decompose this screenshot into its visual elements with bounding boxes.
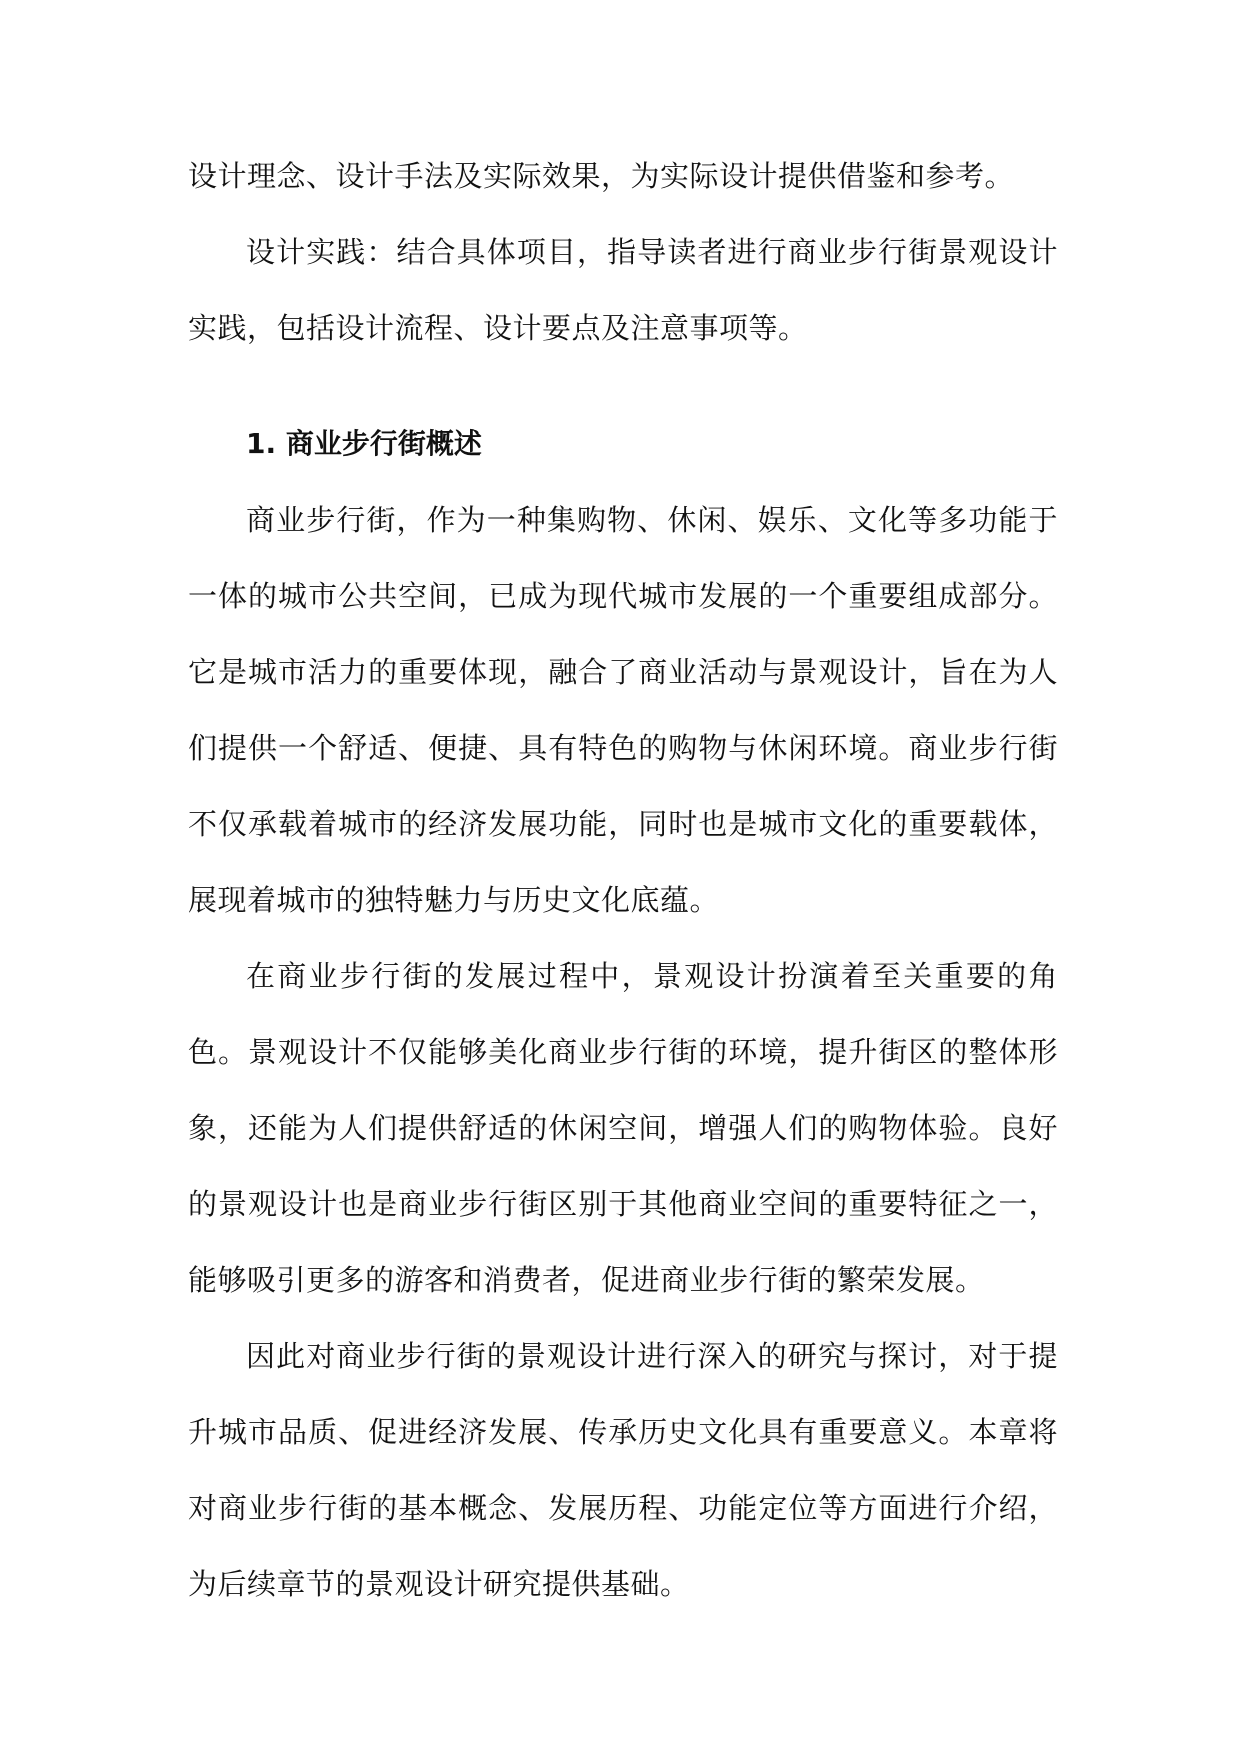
document-body bbox=[188, 138, 1058, 1622]
section-spacer bbox=[188, 366, 1058, 406]
section-heading bbox=[188, 406, 1058, 482]
continuation-paragraph: 设计理念、设计手法及实际效果，为实际设计提供借鉴和参考。 bbox=[188, 159, 1015, 193]
section-number: 1. bbox=[246, 427, 277, 460]
section-title: 商业步行街概述 bbox=[285, 427, 482, 460]
design-practice-paragraph: 设计实践：结合具体项目，指导读者进行商业步行街景观设计实践，包括设计流程、设计要点及注意事项等。 bbox=[188, 235, 1058, 345]
landscape-role-paragraph: 在商业步行街的发展过程中，景观设计扮演着至关重要的角色。景观设计不仅能够美化商业步行街的环境，提升街区的整体形象，还能为人们提供舒适的休闲空间，增强人们的购物体验。良好的景观设计也是商业步行街区别于其他商业空间的重要特征之一，能够吸引更多的游客和消费者，促进商业步行街的繁荣发展。 bbox=[188, 959, 1058, 1297]
significance-paragraph: 因此对商业步行街的景观设计进行深入的研究与探讨，对于提升城市品质、促进经济发展、传承历史文化具有重要意义。本章将对商业步行街的基本概念、发展历程、功能定位等方面进行介绍，为后续章节的景观设计研究提供基础。 bbox=[188, 1339, 1058, 1601]
overview-paragraph: 商业步行街，作为一种集购物、休闲、娱乐、文化等多功能于一体的城市公共空间，已成为现代城市发展的一个重要组成部分。它是城市活力的重要体现，融合了商业活动与景观设计，旨在为人们提供一个舒适、便捷、具有特色的购物与休闲环境。商业步行街不仅承载着城市的经济发展功能，同时也是城市文化的重要载体，展现着城市的独特魅力与历史文化底蕴。 bbox=[188, 503, 1058, 917]
